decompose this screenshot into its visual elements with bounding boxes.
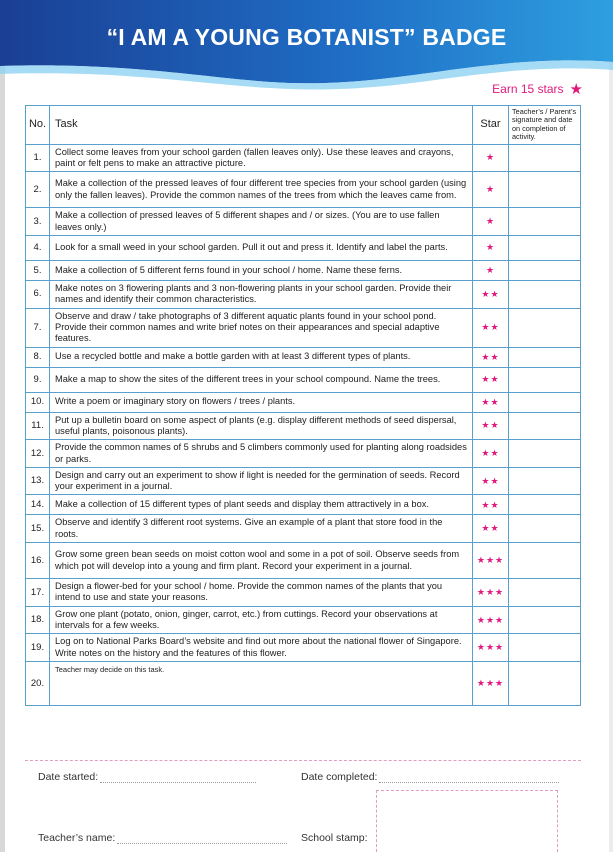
row-signature-cell[interactable] bbox=[509, 467, 581, 495]
row-signature-cell[interactable] bbox=[509, 579, 581, 607]
teacher-name-field bbox=[38, 832, 287, 844]
row-signature-cell[interactable] bbox=[509, 412, 581, 440]
row-stars: ★★ bbox=[473, 440, 509, 468]
date-started-label: Date started: bbox=[38, 771, 99, 783]
table-row bbox=[26, 172, 581, 208]
row-stars: ★ bbox=[473, 144, 509, 172]
row-number: 20. bbox=[26, 662, 50, 706]
row-stars: ★★★ bbox=[473, 606, 509, 634]
row-stars: ★★ bbox=[473, 392, 509, 412]
row-stars: ★★ bbox=[473, 515, 509, 543]
date-started-line[interactable] bbox=[100, 773, 256, 783]
row-number: 7. bbox=[26, 308, 50, 347]
row-number: 9. bbox=[26, 367, 50, 392]
row-stars: ★★★ bbox=[473, 634, 509, 662]
date-completed-label: Date completed: bbox=[301, 771, 378, 783]
row-stars: ★★ bbox=[473, 280, 509, 308]
row-number: 11. bbox=[26, 412, 50, 440]
table-row bbox=[26, 308, 581, 347]
row-task: Provide the common names of 5 shrubs and 5 climbers commonly used for planting along roadsides or parks. bbox=[50, 440, 473, 468]
row-number: 6. bbox=[26, 280, 50, 308]
task-table bbox=[25, 105, 581, 706]
footer-divider bbox=[25, 760, 581, 761]
row-stars: ★★ bbox=[473, 308, 509, 347]
row-signature-cell[interactable] bbox=[509, 235, 581, 260]
date-completed-field bbox=[301, 771, 559, 783]
row-task: Make a collection of the pressed leaves of four different tree species from your school garden (using only the fallen leaves). Provide the common names of the trees from which the leaves came from. bbox=[50, 172, 473, 208]
table-row bbox=[26, 280, 581, 308]
table-row bbox=[26, 543, 581, 579]
row-number: 12. bbox=[26, 440, 50, 468]
row-signature-cell[interactable] bbox=[509, 144, 581, 172]
date-completed-line[interactable] bbox=[379, 773, 559, 783]
table-row bbox=[26, 495, 581, 515]
row-stars: ★★ bbox=[473, 347, 509, 367]
row-signature-cell[interactable] bbox=[509, 308, 581, 347]
row-task: Grow some green bean seeds on moist cotton wool and some in a pot of soil. Observe seeds from which pot will develop into a young and firm plant. Record your experiment in a journal. bbox=[50, 543, 473, 579]
school-stamp-field bbox=[301, 832, 368, 844]
row-signature-cell[interactable] bbox=[509, 606, 581, 634]
header-star: Star bbox=[473, 106, 509, 145]
row-number: 14. bbox=[26, 495, 50, 515]
page-right-edge bbox=[609, 0, 613, 852]
row-task: Make a collection of 15 different types of plant seeds and display them attractively in a box. bbox=[50, 495, 473, 515]
row-number: 2. bbox=[26, 172, 50, 208]
table-row bbox=[26, 367, 581, 392]
table-row bbox=[26, 412, 581, 440]
table-row bbox=[26, 392, 581, 412]
row-stars: ★ bbox=[473, 172, 509, 208]
row-task: Observe and identify 3 different root systems. Give an example of a plant that store food in the roots. bbox=[50, 515, 473, 543]
row-task: Write a poem or imaginary story on flowers / trees / plants. bbox=[50, 392, 473, 412]
row-task: Use a recycled bottle and make a bottle garden with at least 3 different types of plants. bbox=[50, 347, 473, 367]
row-number: 13. bbox=[26, 467, 50, 495]
task-table-body bbox=[26, 144, 581, 706]
row-task: Put up a bulletin board on some aspect of plants (e.g. display different methods of seed dispersal, useful plants, poisonous plants). bbox=[50, 412, 473, 440]
row-task: Make a collection of pressed leaves of 5 different shapes and / or sizes. (You are to use fallen leaves only.) bbox=[50, 208, 473, 236]
row-number: 3. bbox=[26, 208, 50, 236]
row-task: Make a collection of 5 different ferns found in your school / home. Name these ferns. bbox=[50, 260, 473, 280]
row-task: Look for a small weed in your school garden. Pull it out and press it. Identify and label the parts. bbox=[50, 235, 473, 260]
table-row bbox=[26, 208, 581, 236]
row-task: Teacher may decide on this task. bbox=[50, 662, 473, 706]
header-signature: Teacher’s / Parent’s signature and date on completion of activity. bbox=[509, 106, 581, 145]
table-row bbox=[26, 634, 581, 662]
header-banner bbox=[0, 0, 613, 92]
table-row bbox=[26, 260, 581, 280]
row-stars: ★★ bbox=[473, 467, 509, 495]
row-task: Make a map to show the sites of the different trees in your school compound. Name the trees. bbox=[50, 367, 473, 392]
row-signature-cell[interactable] bbox=[509, 172, 581, 208]
header-task: Task bbox=[50, 106, 473, 145]
header-no: No. bbox=[26, 106, 50, 145]
table-row bbox=[26, 579, 581, 607]
table-row bbox=[26, 606, 581, 634]
row-number: 4. bbox=[26, 235, 50, 260]
teacher-name-label: Teacher’s name: bbox=[38, 832, 116, 844]
row-task: Make notes on 3 flowering plants and 3 non-flowering plants in your school garden. Provide their names and identify their common characteristics. bbox=[50, 280, 473, 308]
row-task: Design a flower-bed for your school / home. Provide the common names of the plants that you intend to use and state your reasons. bbox=[50, 579, 473, 607]
table-header-row bbox=[26, 106, 581, 145]
row-signature-cell[interactable] bbox=[509, 260, 581, 280]
row-number: 18. bbox=[26, 606, 50, 634]
row-task: Design and carry out an experiment to show if light is needed for the germination of seeds. Record your experiment in a journal. bbox=[50, 467, 473, 495]
row-signature-cell[interactable] bbox=[509, 392, 581, 412]
row-stars: ★ bbox=[473, 235, 509, 260]
school-stamp-box[interactable] bbox=[376, 790, 558, 852]
row-task: Grow one plant (potato, onion, ginger, carrot, etc.) from cuttings. Record your observations at intervals for a few weeks. bbox=[50, 606, 473, 634]
row-stars: ★★ bbox=[473, 495, 509, 515]
school-stamp-label: School stamp: bbox=[301, 832, 368, 844]
row-signature-cell[interactable] bbox=[509, 662, 581, 706]
page-left-edge bbox=[0, 0, 5, 852]
row-signature-cell[interactable] bbox=[509, 367, 581, 392]
row-stars: ★★★ bbox=[473, 662, 509, 706]
row-signature-cell[interactable] bbox=[509, 208, 581, 236]
table-row bbox=[26, 515, 581, 543]
row-number: 5. bbox=[26, 260, 50, 280]
row-number: 16. bbox=[26, 543, 50, 579]
row-signature-cell[interactable] bbox=[509, 515, 581, 543]
row-number: 1. bbox=[26, 144, 50, 172]
row-stars: ★ bbox=[473, 208, 509, 236]
row-task: Collect some leaves from your school garden (fallen leaves only). Use these leaves and crayons, paint or felt pens to make an attractive picture. bbox=[50, 144, 473, 172]
table-row bbox=[26, 440, 581, 468]
row-stars: ★★★ bbox=[473, 579, 509, 607]
row-signature-cell[interactable] bbox=[509, 543, 581, 579]
row-number: 17. bbox=[26, 579, 50, 607]
row-number: 19. bbox=[26, 634, 50, 662]
row-signature-cell[interactable] bbox=[509, 280, 581, 308]
row-signature-cell[interactable] bbox=[509, 440, 581, 468]
row-task: Log on to National Parks Board’s website and find out more about the national flower of Singapore. Write notes on the history and the features of this flower. bbox=[50, 634, 473, 662]
earn-stars-note bbox=[492, 80, 583, 98]
page-title: “I AM A YOUNG BOTANIST” BADGE bbox=[106, 24, 507, 50]
row-signature-cell[interactable] bbox=[509, 495, 581, 515]
row-stars: ★ bbox=[473, 260, 509, 280]
table-row bbox=[26, 144, 581, 172]
row-number: 8. bbox=[26, 347, 50, 367]
row-stars: ★★ bbox=[473, 412, 509, 440]
row-stars: ★★★ bbox=[473, 543, 509, 579]
teacher-name-line[interactable] bbox=[117, 834, 287, 844]
row-number: 10. bbox=[26, 392, 50, 412]
row-number: 15. bbox=[26, 515, 50, 543]
row-task: Observe and draw / take photographs of 3 different aquatic plants found in your school pond. Provide their common names and write brief notes on their appearances and special adaptive features. bbox=[50, 308, 473, 347]
star-icon: ★ bbox=[569, 81, 583, 98]
date-started-field bbox=[38, 771, 256, 783]
table-row bbox=[26, 467, 581, 495]
table-row bbox=[26, 347, 581, 367]
table-row bbox=[26, 662, 581, 706]
row-stars: ★★ bbox=[473, 367, 509, 392]
earn-stars-label: Earn 15 stars bbox=[492, 82, 564, 96]
row-signature-cell[interactable] bbox=[509, 347, 581, 367]
table-row bbox=[26, 235, 581, 260]
row-signature-cell[interactable] bbox=[509, 634, 581, 662]
